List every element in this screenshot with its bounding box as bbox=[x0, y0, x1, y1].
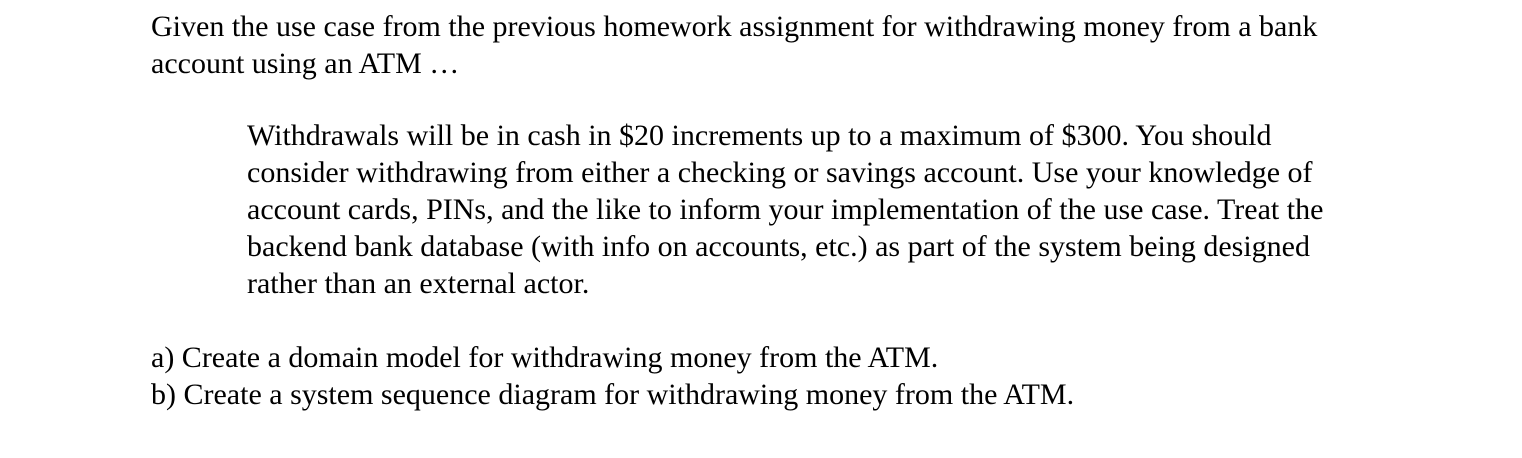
requirements-line: account cards, PINs, and the like to inform your implementation of the use case. Treat the bbox=[247, 193, 1324, 226]
intro-line: Given the use case from the previous homework assignment for withdrawing money from a bank bbox=[151, 10, 1318, 43]
requirements-line: consider withdrawing from either a checking or savings account. Use your knowledge of bbox=[247, 156, 1313, 189]
task-list bbox=[151, 339, 1351, 413]
task-item-domain-model: a) Create a domain model for withdrawing money from the ATM. bbox=[151, 341, 939, 374]
requirements-line: backend bank database (with info on accounts, etc.) as part of the system being designed bbox=[247, 230, 1310, 263]
requirements-block bbox=[247, 117, 1447, 302]
intro-line: account using an ATM … bbox=[151, 47, 460, 80]
requirements-line: Withdrawals will be in cash in $20 increments up to a maximum of $300. You should bbox=[247, 119, 1272, 152]
task-item-sequence-diagram: b) Create a system sequence diagram for withdrawing money from the ATM. bbox=[151, 378, 1075, 411]
intro-paragraph bbox=[151, 8, 1451, 82]
requirements-line: rather than an external actor. bbox=[247, 267, 590, 300]
